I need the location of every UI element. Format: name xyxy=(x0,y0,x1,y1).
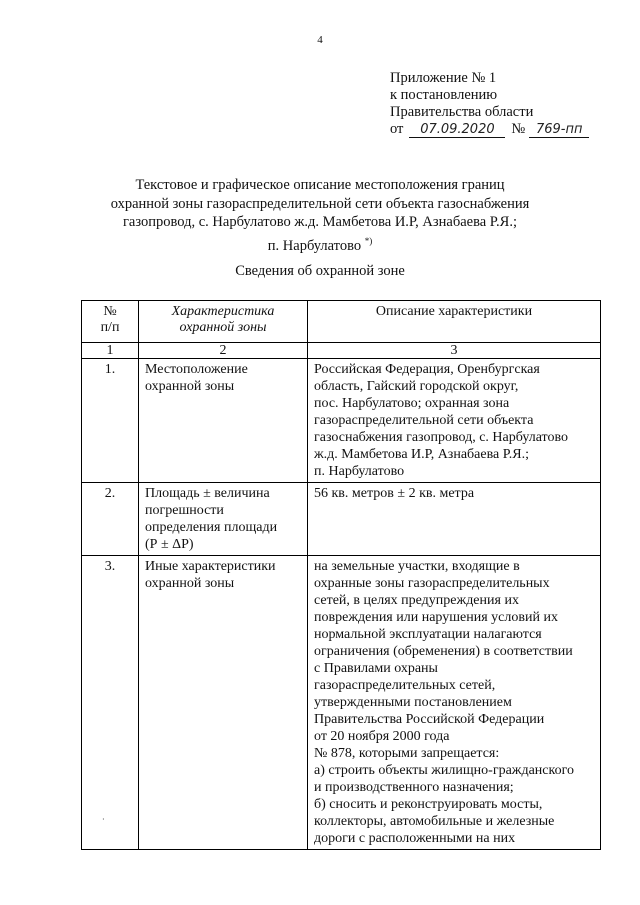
scan-mark: · xyxy=(102,815,105,824)
row-characteristic xyxy=(139,359,308,483)
table-row xyxy=(82,359,601,483)
section-subtitle: Сведения об охранной зоне xyxy=(235,263,405,279)
appendix-header xyxy=(390,70,589,138)
column-number-row xyxy=(82,343,601,359)
column-number: 1 xyxy=(82,343,139,359)
cell-line: дороги с расположенными на них xyxy=(314,831,516,846)
title-line: газопровод, с. Нарбулатово ж.д. Мамбетова И.Р, Азнабаева Р.Я.; xyxy=(122,214,517,230)
document-title xyxy=(100,176,540,255)
cell-line: область, Гайский городской округ, xyxy=(314,379,519,394)
row-characteristic xyxy=(139,483,308,556)
cell-line: Иные характеристики xyxy=(145,559,276,574)
row-characteristic xyxy=(139,556,308,850)
cell-line: охранной зоны xyxy=(145,576,235,591)
cell-line: и производственного назначения; xyxy=(314,780,514,795)
row-description xyxy=(308,483,601,556)
header-characteristic xyxy=(139,301,308,343)
title-line xyxy=(100,232,540,255)
header-characteristic-line: Характеристика xyxy=(171,304,275,319)
row-description xyxy=(308,556,601,850)
table-header-row xyxy=(82,301,601,343)
cell-line: погрешности xyxy=(145,503,224,518)
footnote-mark: *) xyxy=(364,235,373,246)
table-row xyxy=(82,556,601,850)
cell-line: от 20 ноября 2000 года xyxy=(314,729,450,744)
cell-line: охранной зоны xyxy=(145,379,235,394)
cell-line: сетей, в целях предупреждения их xyxy=(314,593,519,608)
header-description: Описание характеристики xyxy=(308,301,601,343)
column-number: 3 xyxy=(308,343,601,359)
row-description xyxy=(308,359,601,483)
title-line: Текстовое и графическое описание местоположения границ xyxy=(135,177,505,193)
cell-line: б) сносить и реконструировать мосты, xyxy=(314,797,543,812)
cell-line: Местоположение xyxy=(145,362,248,377)
appendix-title: Приложение № 1 xyxy=(390,70,497,86)
from-label: от xyxy=(390,121,404,137)
cell-line: Российская Федерация, Оренбургская xyxy=(314,362,540,377)
row-number: 2. xyxy=(82,483,139,556)
cell-line: нормальной эксплуатации налагаются xyxy=(314,627,542,642)
cell-line: Правительства Российской Федерации xyxy=(314,712,545,727)
handwritten-date: 07.09.2020 xyxy=(409,123,505,138)
title-line: охранной зоны газораспределительной сети объекта газоснабжения xyxy=(110,195,530,212)
cell-line: охранные зоны газораспределительных xyxy=(314,576,550,591)
header-num xyxy=(82,301,139,343)
column-number: 2 xyxy=(139,343,308,359)
cell-line: а) строить объекты жилищно-гражданского xyxy=(314,763,574,778)
handwritten-number: 769-пп xyxy=(529,123,589,138)
cell-line: ограничения (обременения) в соответствии xyxy=(314,644,573,659)
cell-line: повреждения или нарушения условий их xyxy=(314,610,558,625)
row-number: 3. xyxy=(82,556,139,850)
cell-line: (Р ± ΔР) xyxy=(145,537,194,552)
header-num-line: № xyxy=(103,304,117,319)
cell-line: определения площади xyxy=(145,520,278,535)
table-row xyxy=(82,483,601,556)
cell-line: на земельные участки, входящие в xyxy=(314,559,520,574)
header-characteristic-line: охранной зоны xyxy=(179,320,267,335)
title-line-text: п. Нарбулатово xyxy=(267,237,362,254)
row-number: 1. xyxy=(82,359,139,483)
cell-line: коллекторы, автомобильные и железные xyxy=(314,814,555,829)
cell-line: газораспределительной сети объекта xyxy=(314,413,534,428)
cell-line: газоснабжения газопровод, с. Нарбулатово xyxy=(314,430,569,445)
protection-zone-table xyxy=(81,300,601,850)
appendix-government: Правительства области xyxy=(390,104,534,120)
appendix-date-number xyxy=(390,121,589,138)
cell-line: утвержденными постановлением xyxy=(314,695,512,710)
cell-line: с Правилами охраны xyxy=(314,661,438,676)
cell-line: газораспределительных сетей, xyxy=(314,678,496,693)
cell-line: Площадь ± величина xyxy=(145,486,270,501)
cell-line: пос. Нарбулатово; охранная зона xyxy=(314,396,510,411)
header-num-line: п/п xyxy=(100,320,120,335)
cell-line: п. Нарбулатово xyxy=(314,464,405,479)
appendix-resolution: к постановлению xyxy=(390,87,498,103)
page-number: 4 xyxy=(317,34,323,46)
cell-line: 56 кв. метров ± 2 кв. метра xyxy=(314,486,475,501)
cell-line: ж.д. Мамбетова И.Р, Азнабаева Р.Я.; xyxy=(314,447,529,462)
number-label: № xyxy=(511,121,526,137)
cell-line: № 878, которыми запрещается: xyxy=(314,746,500,761)
